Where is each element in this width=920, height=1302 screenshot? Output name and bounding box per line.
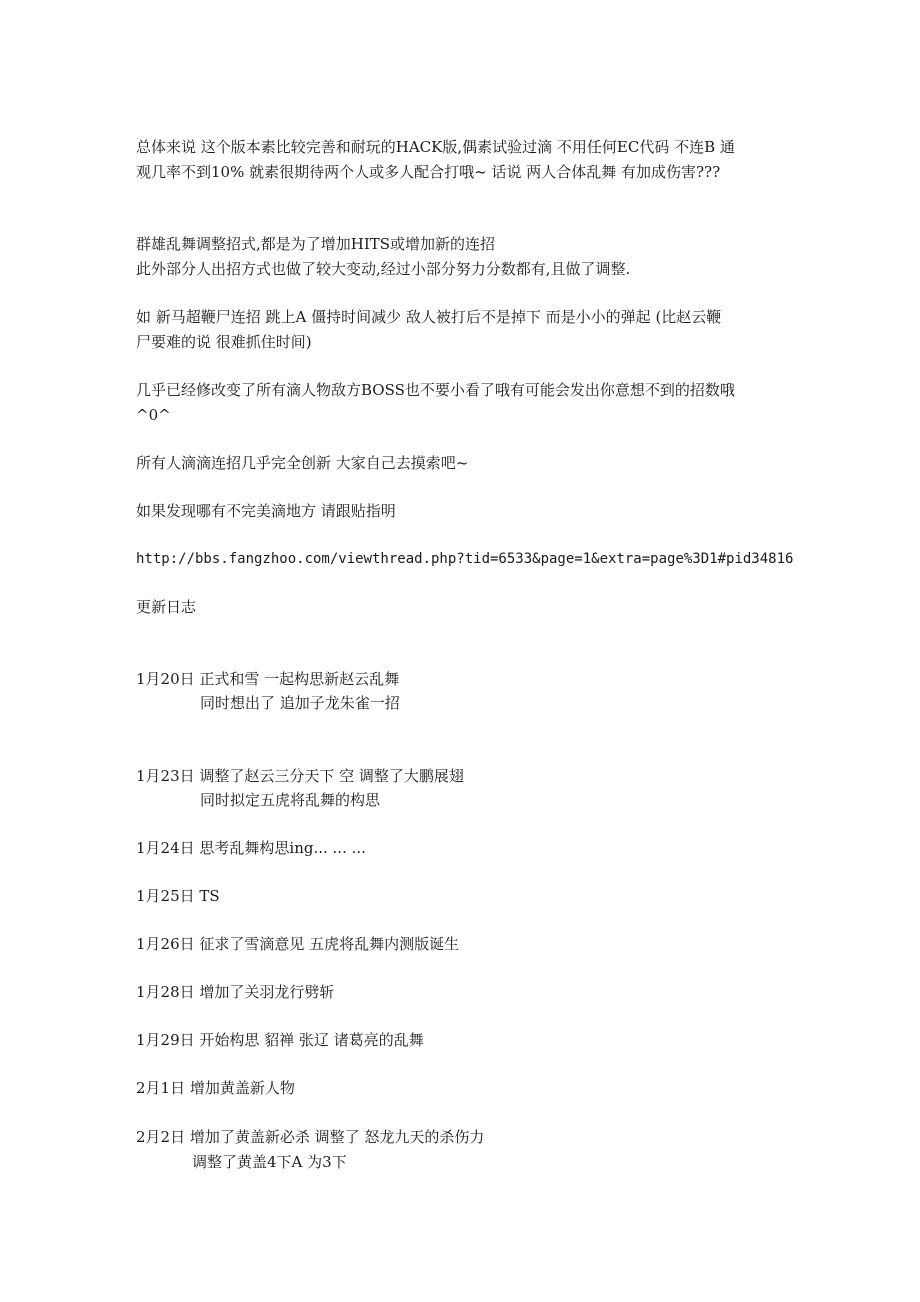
log-entry-sub: 调整了黄盖4下A 为3下 — [192, 1153, 347, 1171]
log-entry: 1月29日 开始构思 貂禅 张辽 诸葛亮的乱舞 — [136, 1031, 424, 1049]
boss-line-1: 几乎已经修改变了所有滴人物敌方BOSS也不要小看了哦有可能会发出你意想不到的招数哦 — [136, 381, 735, 399]
example-line-1: 如 新马超鞭尸连招 跳上A 僵持时间减少 敌人被打后不是掉下 而是小小的弹起 (比赵云鞭 — [136, 308, 722, 326]
feedback-line: 如果发现哪有不完美滴地方 请跟贴指明 — [136, 502, 396, 520]
changes-line-1: 群雄乱舞调整招式,都是为了增加HITS或增加新的连招 — [136, 235, 496, 253]
log-title: 更新日志 — [136, 598, 197, 616]
boss-line-2: ^0^ — [136, 406, 171, 424]
log-entry: 1月24日 思考乱舞构思ing... ... ... — [136, 839, 366, 857]
combos-line: 所有人滴滴连招几乎完全创新 大家自己去摸索吧~ — [136, 454, 469, 472]
log-entry: 1月23日 调整了赵云三分天下 空 调整了大鹏展翅 — [136, 767, 464, 785]
forum-url: http://bbs.fangzhoo.com/viewthread.php?tid=6533&page=1&extra=page%3D1#pid34816 — [136, 551, 794, 567]
log-entry: 1月26日 征求了雪滴意见 五虎将乱舞内测版诞生 — [136, 935, 460, 953]
log-entry: 2月1日 增加黄盖新人物 — [136, 1079, 295, 1097]
example-line-2: 尸要难的说 很难抓住时间) — [136, 333, 312, 351]
log-entry-sub: 同时想出了 追加子龙朱雀一招 — [200, 694, 400, 712]
log-entry: 1月28日 增加了关羽龙行劈斩 — [136, 983, 335, 1001]
log-entry: 1月20日 正式和雪 一起构思新赵云乱舞 — [136, 670, 400, 688]
log-entry: 1月25日 TS — [136, 887, 220, 905]
intro-line-1: 总体来说 这个版本素比较完善和耐玩的HACK版,偶素试验过滴 不用任何EC代码 不连B 通 — [136, 138, 735, 156]
log-entry-sub: 同时拟定五虎将乱舞的构思 — [200, 791, 381, 809]
log-entry: 2月2日 增加了黄盖新必杀 调整了 怒龙九天的杀伤力 — [136, 1128, 485, 1146]
intro-line-2: 观几率不到10% 就素很期待两个人或多人配合打哦~ 话说 两人合体乱舞 有加成伤害??? — [136, 163, 721, 181]
changes-line-2: 此外部分人出招方式也做了较大变动,经过小部分努力分数都有,且做了调整. — [136, 260, 631, 278]
